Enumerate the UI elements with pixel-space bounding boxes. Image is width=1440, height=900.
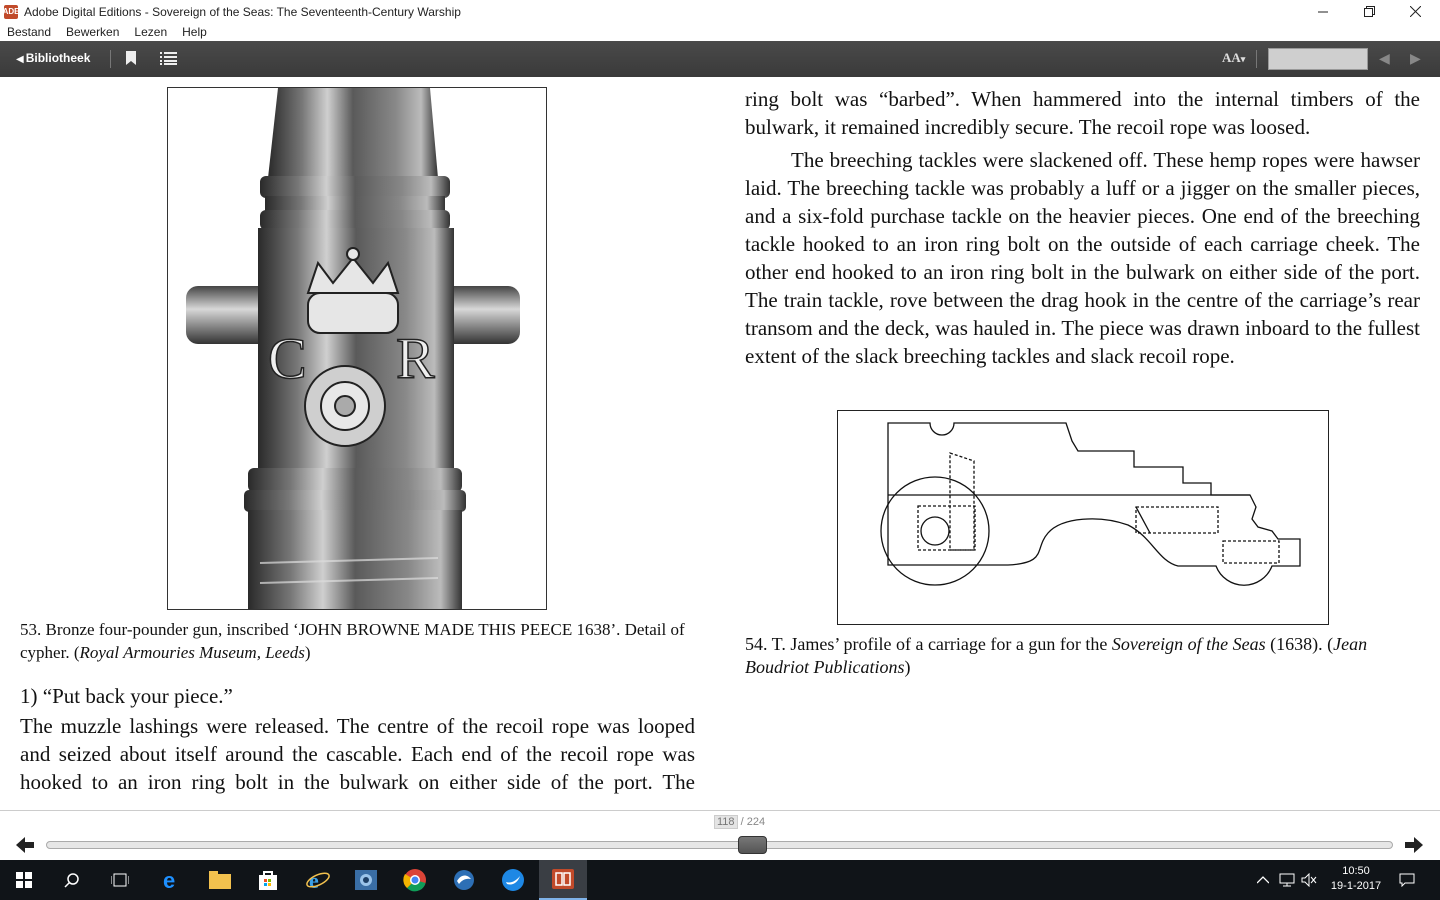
page-slider-thumb[interactable] — [738, 836, 767, 854]
current-page-field[interactable]: 118 — [714, 815, 738, 829]
total-pages: / 224 — [740, 816, 766, 828]
book-page[interactable] — [0, 77, 1440, 810]
digital-editions-icon — [552, 869, 574, 889]
font-size-button[interactable] — [1222, 50, 1245, 66]
windows-logo-icon — [16, 872, 32, 888]
action-center-button[interactable] — [1392, 860, 1422, 900]
menu-bar — [0, 23, 1440, 41]
close-button[interactable] — [1392, 0, 1438, 23]
toolbar-divider — [1256, 50, 1257, 68]
back-triangle-icon: ◀ — [16, 54, 24, 65]
start-button[interactable] — [0, 860, 48, 900]
swift-app[interactable] — [489, 860, 537, 900]
font-size-label: AA — [1222, 50, 1241, 65]
photo-app[interactable] — [342, 860, 390, 900]
figure-53-caption-text: 53. Bronze four-pounder gun, inscribed ‘JOHN BROWNE MADE THIS PEECE 1638’. Detail of cypher. ( — [20, 620, 685, 662]
menu-bewerken[interactable]: Bewerken — [66, 25, 120, 39]
figure-54-caption — [745, 633, 1420, 679]
windows-taskbar — [0, 860, 1440, 900]
page-navigation-bar — [0, 810, 1440, 860]
figure-54-caption-text: 54. T. James’ profile of a carriage for a gun for the — [745, 634, 1112, 654]
next-page-button[interactable]: ▶ — [1410, 50, 1421, 66]
internet-explorer-app[interactable] — [294, 860, 342, 900]
notification-icon — [1399, 873, 1415, 887]
back-arrow-icon[interactable] — [16, 837, 34, 853]
dropdown-caret-icon: ▾ — [1240, 54, 1246, 64]
figure-54-credit: Jean Boudriot Publications — [745, 634, 1368, 677]
cypher-letter-c: C — [268, 326, 307, 391]
menu-help[interactable]: Help — [182, 25, 207, 39]
menu-lezen[interactable]: Lezen — [134, 25, 168, 39]
search-icon — [64, 872, 80, 888]
search-taskbar-button[interactable] — [48, 860, 96, 900]
figure-53-caption — [20, 618, 700, 664]
toolbar-divider — [110, 50, 111, 68]
figure-54-carriage-drawing — [837, 410, 1329, 625]
cannon-illustration — [168, 88, 546, 609]
store-app[interactable] — [244, 860, 292, 900]
library-button[interactable] — [16, 51, 90, 65]
title-bar — [0, 0, 1440, 23]
section-heading: 1) “Put back your piece.” — [20, 684, 233, 708]
chrome-icon — [403, 868, 427, 892]
swift-icon — [501, 868, 525, 892]
figure-53-credit: Royal Armouries Museum, Leeds — [79, 643, 305, 662]
reader-toolbar — [0, 41, 1440, 77]
restore-icon — [1364, 6, 1375, 17]
figure-54-caption-end: ) — [904, 657, 911, 677]
figure-53-cannon-photo — [167, 87, 547, 610]
clock-time: 10:50 — [1342, 865, 1370, 877]
figure-54-caption-year: (1638). ( — [1265, 634, 1334, 654]
window-title: Adobe Digital Editions - Sovereign of the Seas: The Seventeenth-Century Warship — [24, 4, 461, 19]
speaker-muted-icon — [1301, 873, 1317, 887]
menu-bestand[interactable]: Bestand — [7, 25, 52, 39]
internet-explorer-icon — [306, 868, 330, 892]
bookmark-icon[interactable] — [126, 51, 136, 65]
svg-text:e: e — [309, 868, 319, 892]
carriage-profile-diagram — [838, 411, 1328, 624]
forward-arrow-icon[interactable] — [1405, 837, 1423, 853]
right-body-paragraph-1: ring bolt was “barbed”. When hammered into the internal timbers of the bulwark, it remained incredibly secure. The recoil rope was loosed. — [745, 87, 1420, 139]
chrome-app[interactable] — [391, 860, 439, 900]
close-icon — [1410, 6, 1421, 17]
network-tray-button[interactable] — [1276, 860, 1298, 900]
cypher-letter-r: R — [396, 326, 435, 391]
store-bag-icon — [258, 870, 278, 890]
page-slider-track[interactable] — [46, 841, 1393, 849]
file-explorer-app[interactable] — [196, 860, 244, 900]
table-of-contents-icon[interactable] — [160, 52, 177, 65]
app-icon: ADE — [4, 5, 18, 19]
volume-tray-button[interactable] — [1298, 860, 1320, 900]
edge-icon — [161, 869, 183, 891]
library-label: Bibliotheek — [25, 51, 91, 65]
search-input[interactable] — [1268, 48, 1368, 70]
show-hidden-icons-button[interactable] — [1248, 860, 1278, 900]
page-indicator — [714, 816, 765, 828]
task-view-button[interactable] — [96, 860, 144, 900]
digital-editions-app[interactable] — [539, 860, 587, 900]
clock-date: 19-1-2017 — [1330, 880, 1382, 892]
mail-app[interactable] — [440, 860, 488, 900]
chevron-up-icon — [1257, 876, 1269, 884]
previous-page-button[interactable]: ◀ — [1379, 50, 1390, 66]
taskbar-clock[interactable] — [1328, 864, 1384, 894]
edge-app[interactable] — [148, 860, 196, 900]
figure-54-book-title: Sovereign of the Seas — [1111, 634, 1266, 654]
network-icon — [1279, 873, 1295, 887]
figure-53-caption-end: ) — [304, 643, 311, 662]
photo-viewer-icon — [355, 870, 377, 890]
restore-button[interactable] — [1346, 0, 1392, 23]
right-body-paragraph-2: The breeching tackles were slackened off. These hemp ropes were hawser laid. The breeching tackle was probably a luff or a jigger on the smaller pieces, and a six-fold purchase tackle on the heavier pieces. One end of the breeching tackle hooked to an iron ring bolt on the outside of each carriage cheek. The other end hooked to an iron ring bolt in the bulwark on either side of the port. The train tackle, rove between the drag hook in the centre of the carriage’s rear transom and the deck, was hauled in. The piece was drawn inboard to the fullest extent of the slack breeching tackles and slack recoil rope. — [745, 148, 1420, 368]
svg-text:e: e — [163, 869, 176, 891]
mail-bird-icon — [452, 869, 476, 891]
task-view-icon — [111, 873, 129, 887]
folder-icon — [209, 871, 231, 889]
minimize-icon — [1318, 7, 1328, 17]
minimize-button[interactable] — [1300, 0, 1346, 23]
left-body-paragraph: The muzzle lashings were released. The centre of the recoil rope was looped and seized about itself around the cascable. Each end of the recoil rope was hooked to an iron ring bolt in the bulwark on either side of the port. The — [20, 714, 695, 794]
